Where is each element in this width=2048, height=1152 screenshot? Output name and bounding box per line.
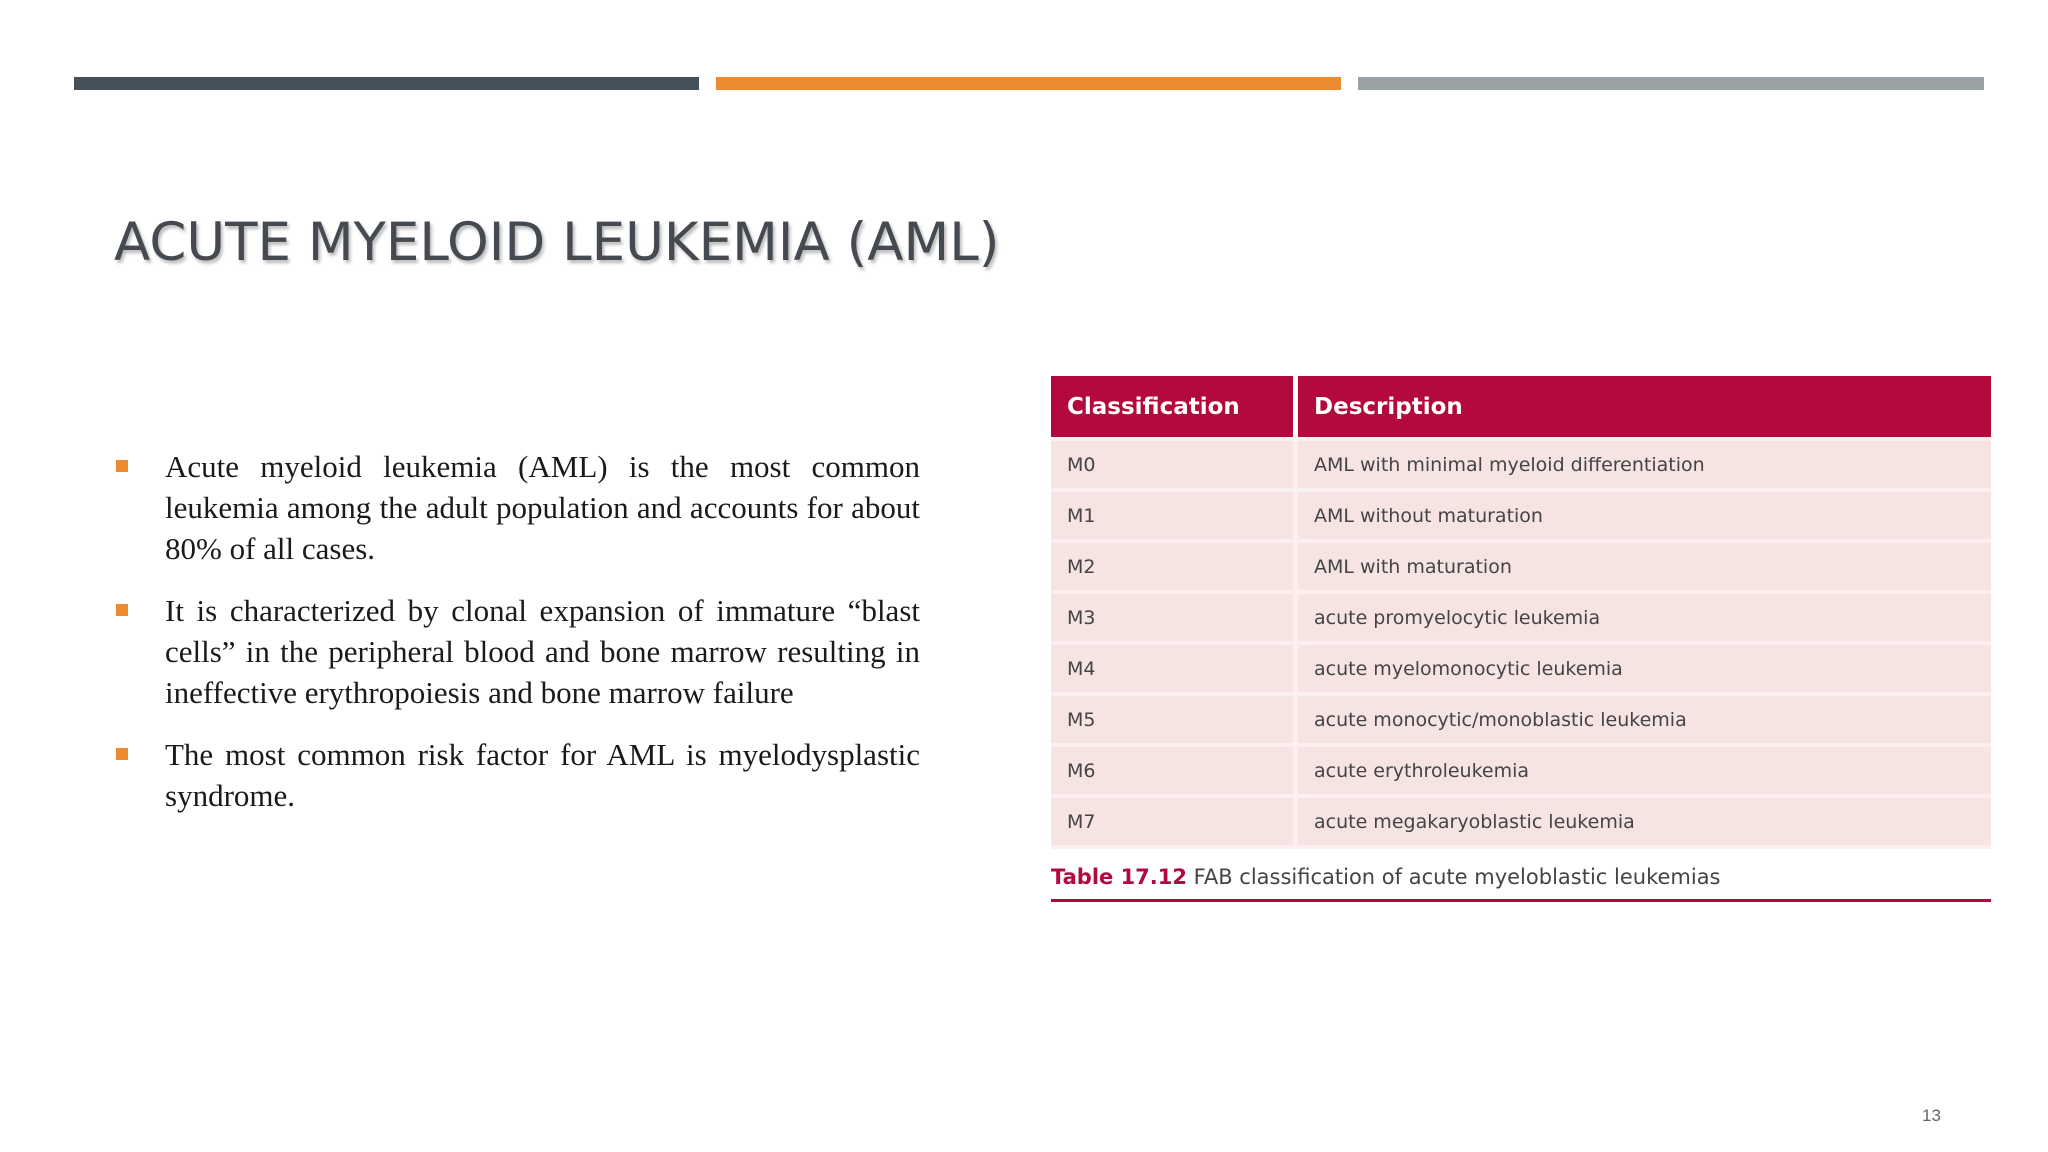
cell-description: acute megakaryoblastic leukemia [1298, 798, 1991, 849]
cell-description: acute erythroleukemia [1298, 747, 1991, 798]
table-row [1051, 594, 1991, 645]
table-row [1051, 543, 1991, 594]
header-description: Description [1298, 376, 1991, 437]
bullet-text: The most common risk factor for AML is myelodysplastic syndrome. [165, 737, 920, 813]
cell-description: acute monocytic/monoblastic leukemia [1298, 696, 1991, 747]
square-bullet-icon [116, 460, 128, 472]
cell-description: AML without maturation [1298, 492, 1991, 543]
table-caption [1051, 865, 1991, 902]
cell-description: AML with minimal myeloid differentiation [1298, 437, 1991, 492]
table-row [1051, 798, 1991, 849]
accent-bar-gray [1358, 77, 1984, 90]
cell-classification: M0 [1051, 437, 1298, 492]
cell-description: acute myelomonocytic leukemia [1298, 645, 1991, 696]
bullet-item [114, 446, 920, 569]
table-row [1051, 645, 1991, 696]
header-classification: Classification [1051, 376, 1298, 437]
cell-classification: M3 [1051, 594, 1298, 645]
cell-classification: M7 [1051, 798, 1298, 849]
cell-classification: M2 [1051, 543, 1298, 594]
cell-classification: M5 [1051, 696, 1298, 747]
fab-classification-table [1051, 376, 1991, 849]
cell-classification: M6 [1051, 747, 1298, 798]
table-row [1051, 437, 1991, 492]
table-caption-text: FAB classification of acute myeloblastic leukemias [1187, 865, 1721, 889]
bullet-text: Acute myeloid leukemia (AML) is the most common leukemia among the adult population and accounts for about 80% of all cases. [165, 449, 920, 566]
accent-bar-dark [74, 77, 699, 90]
square-bullet-icon [116, 748, 128, 760]
cell-classification: M1 [1051, 492, 1298, 543]
table-header-row [1051, 376, 1991, 437]
bullet-list [114, 446, 920, 837]
table-caption-label: Table 17.12 [1051, 865, 1187, 889]
table-row [1051, 747, 1991, 798]
bullet-text: It is characterized by clonal expansion of immature “blast cells” in the peripheral blood and bone marrow resulting in ineffective erythropoiesis and bone marrow failure [165, 593, 920, 710]
square-bullet-icon [116, 604, 128, 616]
bullet-item [114, 590, 920, 713]
table-row [1051, 696, 1991, 747]
accent-bar-orange [716, 77, 1341, 90]
page-number: 13 [1922, 1106, 1941, 1125]
table-row [1051, 492, 1991, 543]
cell-description: AML with maturation [1298, 543, 1991, 594]
cell-classification: M4 [1051, 645, 1298, 696]
slide-title: ACUTE MYELOID LEUKEMIA (AML) [114, 212, 1000, 273]
cell-description: acute promyelocytic leukemia [1298, 594, 1991, 645]
bullet-item [114, 734, 920, 816]
